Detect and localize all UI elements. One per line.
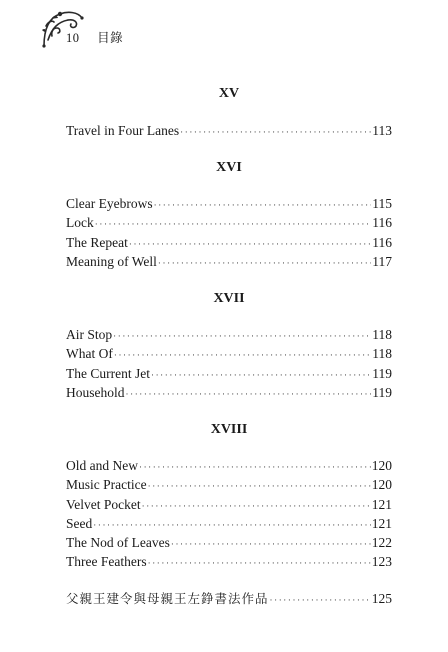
- section-heading-xvi: XVI: [216, 160, 242, 175]
- toc-entry-title: The Repeat: [66, 235, 128, 250]
- toc-entry-title: The Nod of Leaves: [66, 535, 170, 550]
- toc-entry-page: 125: [371, 591, 392, 606]
- toc-entry[interactable]: [66, 495, 392, 514]
- toc-entry-page: 115: [372, 196, 392, 211]
- toc-entry-title: Clear Eyebrows: [66, 196, 153, 211]
- toc-entry-title: Air Stop: [66, 327, 113, 342]
- page-number: 10: [66, 31, 80, 45]
- toc-entry-calligraphy[interactable]: [66, 589, 392, 608]
- section-heading-xv: XV: [218, 86, 240, 101]
- toc-entry[interactable]: [66, 552, 392, 571]
- toc-entry-page: 118: [372, 346, 392, 361]
- toc-entry-page: 120: [371, 458, 392, 473]
- toc-entry[interactable]: [66, 344, 392, 363]
- dot-leader: [180, 123, 371, 142]
- toc-entry-page: 116: [372, 235, 392, 250]
- toc-entry-title: Velvet Pocket: [66, 497, 141, 512]
- toc-entry[interactable]: [66, 475, 392, 494]
- toc-entry-page: 117: [372, 254, 392, 269]
- toc-entry[interactable]: [66, 383, 392, 402]
- toc-entry-title: Meaning of Well: [66, 254, 157, 269]
- dot-leader: [270, 591, 371, 610]
- dot-leader: [148, 477, 371, 496]
- toc-entry[interactable]: [66, 456, 392, 475]
- dot-leader: [158, 254, 371, 273]
- toc-entry-page: 113: [372, 123, 392, 138]
- toc-entry-page: 120: [371, 477, 392, 492]
- running-title: 目錄: [97, 31, 124, 45]
- dot-leader: [95, 215, 372, 234]
- toc-entry[interactable]: [66, 364, 392, 383]
- toc-entry-title: What Of: [66, 346, 113, 361]
- toc-entry-title: Household: [66, 385, 125, 400]
- toc-entry-title: Three Feathers: [66, 554, 147, 569]
- toc-entry-page: 119: [372, 385, 392, 400]
- toc-entry-title: Old and New: [66, 458, 138, 473]
- dot-leader: [114, 346, 371, 365]
- toc-entry[interactable]: [66, 213, 392, 232]
- toc-entry-page: 119: [372, 366, 392, 381]
- toc-entry-page: 116: [372, 215, 392, 230]
- toc-entry-title: Music Practice: [66, 477, 147, 492]
- toc-entry-title: Travel in Four Lanes: [66, 123, 180, 138]
- toc-entry-page: 121: [371, 497, 392, 512]
- toc-entry-page: 123: [371, 554, 392, 569]
- toc-entry-title: Seed: [66, 516, 93, 531]
- toc-entry[interactable]: [66, 233, 392, 252]
- toc-entry-title: Lock: [66, 215, 94, 230]
- toc-entry[interactable]: [66, 325, 392, 344]
- toc-entry[interactable]: [66, 533, 392, 552]
- toc-entry[interactable]: [66, 121, 392, 140]
- toc-entry[interactable]: [66, 194, 392, 213]
- dot-leader: [126, 385, 372, 404]
- dot-leader: [148, 554, 371, 573]
- toc-entry-title: 父親王建令與母親王左錚書法作品: [66, 591, 269, 606]
- toc-entry[interactable]: [66, 514, 392, 533]
- running-header: [66, 28, 123, 46]
- section-heading-xvii: XVII: [213, 291, 245, 306]
- toc-entry-title: The Current Jet: [66, 366, 150, 381]
- toc-entry-page: 121: [371, 516, 392, 531]
- toc-entry-page: 122: [371, 535, 392, 550]
- section-heading-xviii: XVIII: [210, 422, 248, 437]
- toc-entry-page: 118: [372, 327, 392, 342]
- toc-entry[interactable]: [66, 252, 392, 271]
